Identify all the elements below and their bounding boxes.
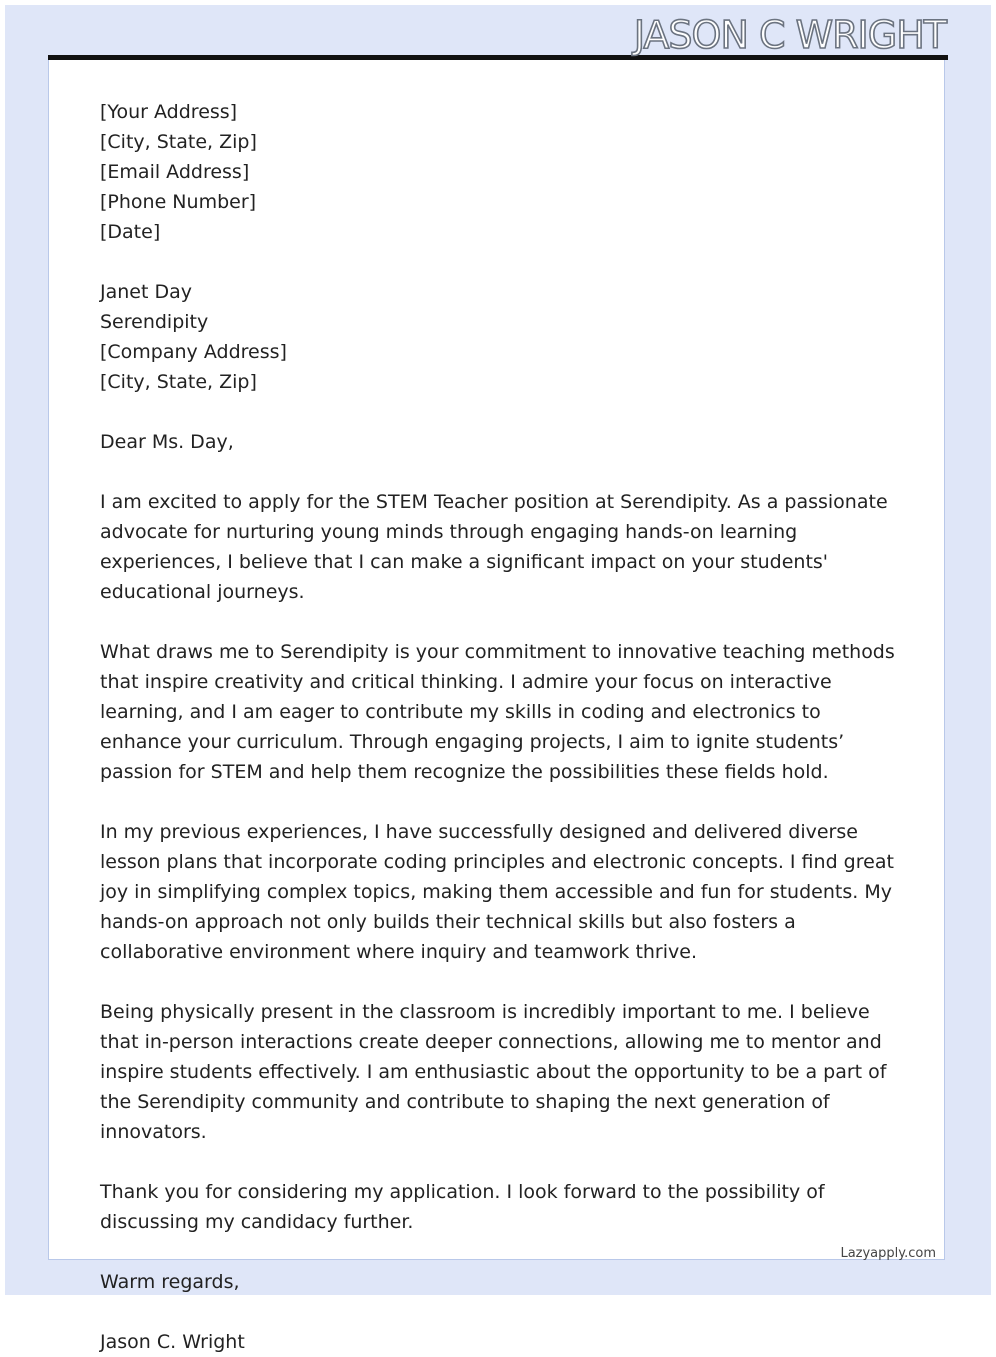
cover-letter xyxy=(100,97,900,1357)
body-paragraph-4: Being physically present in the classroom is incredibly important to me. I believe that in-person interactions create deeper connections, allowing me to mentor and inspire students effectively. I am enthusiastic about the opportunity to be a part of the Serendipity community and contribute to shaping the next generation of innovators. xyxy=(100,1001,887,1143)
body-paragraph-2: What draws me to Serendipity is your commitment to innovative teaching methods that inspire creativity and critical thinking. I admire your focus on interactive learning, and I am eager to contribute my skills in coding and electronics to enhance your curriculum. Through engaging projects, I aim to ignite students’ passion for STEM and help them recognize the possibilities these fields hold. xyxy=(100,641,895,783)
recipient-company: Serendipity xyxy=(100,311,209,333)
recipient-address: [Company Address] xyxy=(100,341,287,363)
sender-email: [Email Address] xyxy=(100,161,250,183)
body-paragraph-5: Thank you for considering my application. I look forward to the possibility of discussing my candidacy further. xyxy=(100,1181,825,1233)
recipient-block xyxy=(100,277,900,397)
sender-phone: [Phone Number] xyxy=(100,191,257,213)
recipient-name: Janet Day xyxy=(100,281,192,303)
sender-block xyxy=(100,97,900,247)
sender-city: [City, State, Zip] xyxy=(100,131,257,153)
watermark: Lazyapply.com xyxy=(840,1246,936,1261)
body-paragraph-1: I am excited to apply for the STEM Teacher position at Serendipity. As a passionate advocate for nurturing young minds through engaging hands-on learning experiences, I believe that I can make a significant impact on your students' educational journeys. xyxy=(100,491,888,603)
body-paragraph-3: In my previous experiences, I have successfully designed and delivered diverse lesson plans that incorporate coding principles and electronic concepts. I find great joy in simplifying complex topics, making them accessible and fun for students. My hands-on approach not only builds their technical skills but also fosters a collaborative environment where inquiry and teamwork thrive. xyxy=(100,821,894,963)
signature: Jason C. Wright xyxy=(100,1331,245,1353)
closing: Warm regards, xyxy=(100,1271,240,1293)
salutation: Dear Ms. Day, xyxy=(100,431,234,453)
recipient-city: [City, State, Zip] xyxy=(100,371,257,393)
sender-address: [Your Address] xyxy=(100,101,238,123)
letter-date: [Date] xyxy=(100,221,161,243)
applicant-name-header: JASON C WRIGHT xyxy=(633,13,946,57)
